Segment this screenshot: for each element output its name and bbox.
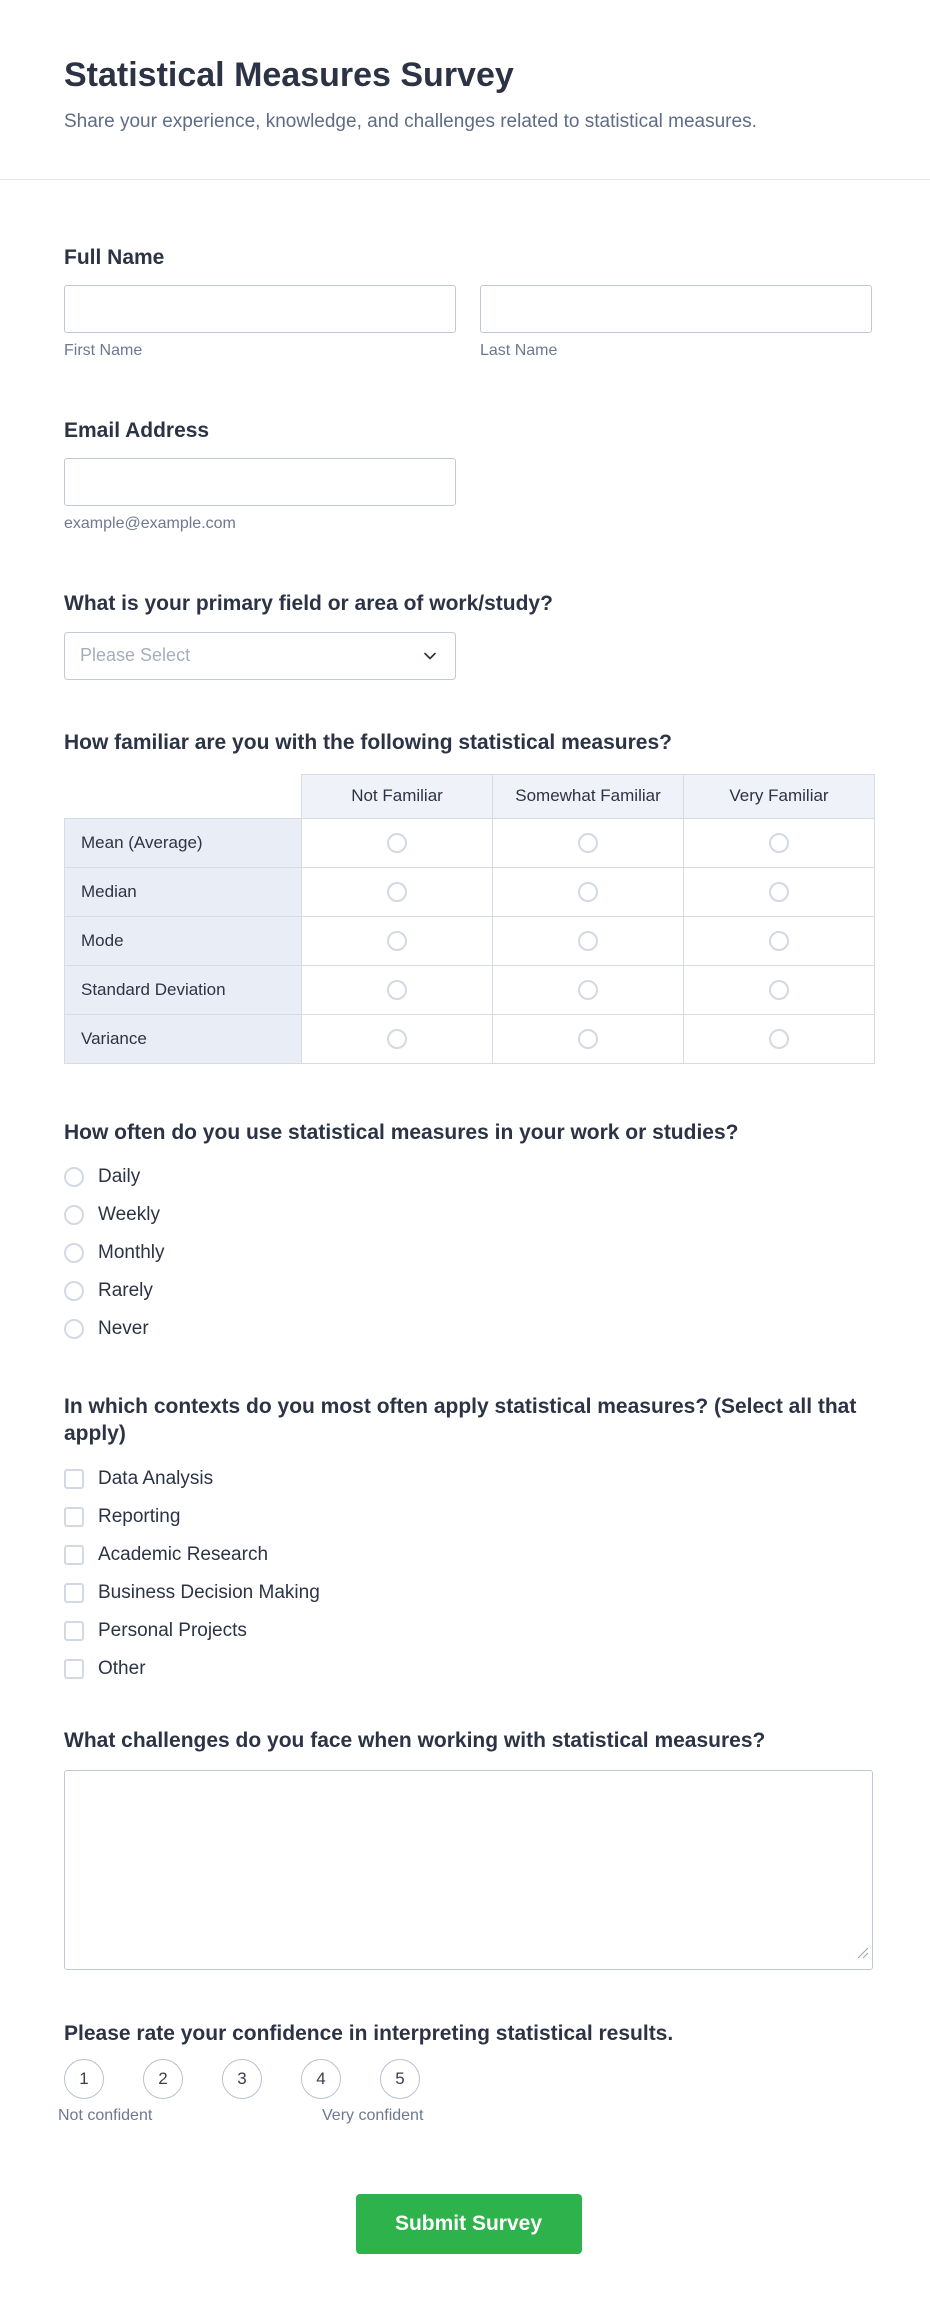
matrix-cell[interactable]	[684, 867, 875, 916]
confidence-scale-label: Please rate your confidence in interpreting statistical results.	[64, 2022, 674, 2046]
last-name-input[interactable]	[480, 285, 872, 333]
familiarity-matrix-label: How familiar are you with the following statistical measures?	[64, 730, 672, 754]
question-field-of-work	[64, 590, 873, 679]
radio-button[interactable]	[387, 1029, 407, 1049]
email-input[interactable]	[64, 458, 456, 506]
checkbox-option-personal-projects[interactable]: Personal Projects	[64, 1612, 873, 1650]
matrix-row-standard-deviation	[65, 965, 875, 1014]
scale-min-label: Not confident	[58, 2107, 153, 2125]
matrix-wrap	[64, 774, 873, 1064]
question-familiarity-matrix	[64, 729, 873, 1064]
radio-button[interactable]	[769, 980, 789, 1000]
email-col	[64, 458, 456, 533]
matrix-cell[interactable]	[493, 1014, 684, 1063]
matrix-corner-cell	[65, 774, 302, 818]
radio-button[interactable]	[387, 931, 407, 951]
scale-option-2[interactable]: 2	[143, 2059, 183, 2099]
matrix-row-label-4: Variance	[65, 1014, 302, 1063]
scale-option-1[interactable]: 1	[64, 2059, 104, 2099]
last-name-col	[480, 285, 872, 360]
scale-row	[64, 2059, 873, 2099]
resize-grip-icon[interactable]	[857, 1946, 869, 1964]
scale-option-4[interactable]: 4	[301, 2059, 341, 2099]
radio-button[interactable]	[769, 833, 789, 853]
checkbox-option-business-decision-making[interactable]: Business Decision Making	[64, 1574, 873, 1612]
checkbox[interactable]	[64, 1621, 84, 1641]
matrix-row-label-0: Mean (Average)	[65, 818, 302, 867]
select-placeholder: Please Select	[80, 645, 191, 666]
form-header	[0, 0, 930, 180]
matrix-row-mean	[65, 818, 875, 867]
matrix-row-mode	[65, 916, 875, 965]
checkbox-option-data-analysis[interactable]: Data Analysis	[64, 1460, 873, 1498]
matrix-row-variance	[65, 1014, 875, 1063]
matrix-cell[interactable]	[302, 867, 493, 916]
radio-option-weekly[interactable]: Weekly	[64, 1196, 873, 1234]
matrix-col-header-1: Somewhat Familiar	[493, 774, 684, 818]
scale-labels	[58, 2107, 873, 2127]
radio-button[interactable]	[64, 1319, 84, 1339]
checkbox[interactable]	[64, 1659, 84, 1679]
first-name-col	[64, 285, 456, 360]
radio-button[interactable]	[64, 1167, 84, 1187]
radio-option-rarely[interactable]: Rarely	[64, 1272, 873, 1310]
matrix-cell[interactable]	[302, 818, 493, 867]
familiarity-matrix-table	[64, 774, 875, 1064]
matrix-col-header-0: Not Familiar	[302, 774, 493, 818]
full-name-label: Full Name	[64, 245, 165, 269]
radio-button[interactable]	[387, 882, 407, 902]
matrix-row-median	[65, 867, 875, 916]
question-challenges	[64, 1727, 873, 1970]
email-sublabel: example@example.com	[64, 515, 236, 533]
question-full-name	[64, 244, 873, 360]
scale-option-5[interactable]: 5	[380, 2059, 420, 2099]
matrix-col-header-2: Very Familiar	[684, 774, 875, 818]
matrix-cell[interactable]	[493, 916, 684, 965]
first-name-sublabel: First Name	[64, 341, 143, 359]
page-subtitle: Share your experience, knowledge, and challenges related to statistical measures.	[64, 111, 757, 132]
radio-option-daily[interactable]: Daily	[64, 1158, 873, 1196]
radio-option-never[interactable]: Never	[64, 1310, 873, 1348]
usage-frequency-label: How often do you use statistical measures in your work or studies?	[64, 1120, 739, 1144]
checkbox-option-reporting[interactable]: Reporting	[64, 1498, 873, 1536]
radio-button[interactable]	[769, 882, 789, 902]
submit-row	[64, 2194, 873, 2303]
radio-button[interactable]	[769, 1029, 789, 1049]
last-name-sublabel: Last Name	[480, 341, 558, 359]
challenges-textarea[interactable]	[64, 1770, 873, 1970]
textarea-wrap	[64, 1770, 873, 1970]
question-confidence-scale	[58, 2020, 873, 2127]
contexts-label: In which contexts do you most often apply statistical measures? (Select all that apply)	[64, 1395, 857, 1446]
checkbox-option-other[interactable]: Other	[64, 1650, 873, 1688]
question-usage-frequency	[64, 1119, 873, 1348]
radio-button[interactable]	[387, 980, 407, 1000]
matrix-row-label-1: Median	[65, 867, 302, 916]
matrix-cell[interactable]	[302, 965, 493, 1014]
email-label: Email Address	[64, 418, 210, 442]
form-body	[0, 180, 930, 2303]
first-name-input[interactable]	[64, 285, 456, 333]
chevron-down-icon	[420, 646, 440, 666]
radio-button[interactable]	[64, 1243, 84, 1263]
radio-button[interactable]	[64, 1205, 84, 1225]
radio-button[interactable]	[387, 833, 407, 853]
scale-max-label: Very confident	[322, 2107, 424, 2125]
submit-button[interactable]: Submit Survey	[356, 2194, 582, 2254]
matrix-row-label-3: Standard Deviation	[65, 965, 302, 1014]
scale-option-3[interactable]: 3	[222, 2059, 262, 2099]
radio-button[interactable]	[769, 931, 789, 951]
name-row	[64, 285, 873, 360]
matrix-cell[interactable]	[684, 818, 875, 867]
matrix-cell[interactable]	[684, 965, 875, 1014]
matrix-cell[interactable]	[302, 916, 493, 965]
question-contexts	[64, 1393, 873, 1688]
radio-button[interactable]	[64, 1281, 84, 1301]
radio-button[interactable]	[578, 882, 598, 902]
checkbox[interactable]	[64, 1545, 84, 1565]
matrix-cell[interactable]	[684, 1014, 875, 1063]
checkbox[interactable]	[64, 1469, 84, 1489]
checkbox[interactable]	[64, 1507, 84, 1527]
field-of-work-label: What is your primary field or area of work/study?	[64, 592, 553, 616]
challenges-label: What challenges do you face when working with statistical measures?	[64, 1728, 766, 1752]
radio-button[interactable]	[578, 1029, 598, 1049]
checkbox[interactable]	[64, 1583, 84, 1603]
matrix-cell[interactable]	[302, 1014, 493, 1063]
matrix-cell[interactable]	[493, 818, 684, 867]
matrix-cell[interactable]	[493, 965, 684, 1014]
page-title: Statistical Measures Survey	[64, 56, 514, 94]
radio-button[interactable]	[578, 833, 598, 853]
radio-option-monthly[interactable]: Monthly	[64, 1234, 873, 1272]
radio-button[interactable]	[578, 980, 598, 1000]
matrix-row-label-2: Mode	[65, 916, 302, 965]
matrix-cell[interactable]	[493, 867, 684, 916]
matrix-cell[interactable]	[684, 916, 875, 965]
radio-button[interactable]	[578, 931, 598, 951]
question-email	[64, 417, 873, 533]
checkbox-option-academic-research[interactable]: Academic Research	[64, 1536, 873, 1574]
field-of-work-select[interactable]	[64, 632, 456, 680]
